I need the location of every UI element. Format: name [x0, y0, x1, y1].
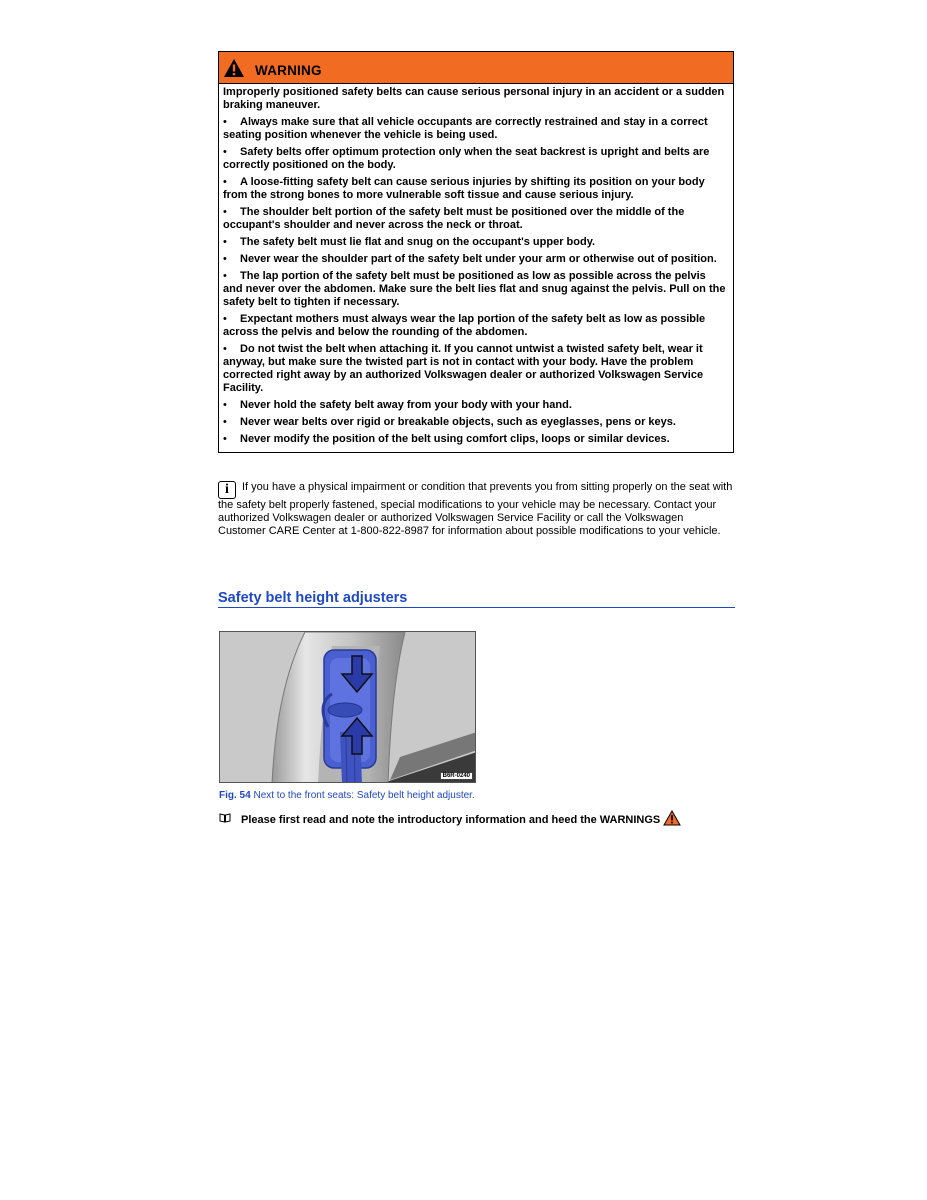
warning-title: WARNING [255, 63, 322, 78]
small-warning-icon[interactable] [663, 810, 681, 829]
info-note-text: If you have a physical impairment or condition that prevents you from sitting properly on the seat with the safety belt properly fastened, special modifications to your vehicle may be necessary. Contact your authorized Volkswagen dealer or authorized Volkswagen Service Facility or call the Volkswagen Customer CARE Center at 1-800-822-8987 for information about possible modifications to your vehicle. [218, 481, 733, 537]
read-note-text: Please first read and note the introductory information and heed the WARNINGS [241, 813, 661, 826]
figure-caption [219, 790, 475, 801]
warning-item: • A loose-fitting safety belt can cause serious injuries by shifting its position on your body from the strong bones to more vulnerable soft tissue and cause serious injury. [223, 176, 705, 201]
info-icon: i [218, 481, 236, 499]
belt-adjuster-illustration [220, 632, 476, 783]
warning-header [219, 52, 733, 84]
warning-item: • The lap portion of the safety belt must be positioned as low as possible across the pelvis and never over the abdomen. Make sure the belt lies flat and snug against the pelvis. Pull on the safety belt to tighten if necessary. [223, 270, 726, 308]
info-note [218, 481, 733, 538]
warning-triangle-icon [223, 58, 245, 78]
warning-item: • Expectant mothers must always wear the lap portion of the safety belt as low as possible across the pelvis and below the rounding of the abdomen. [223, 313, 706, 338]
warning-body [219, 84, 733, 452]
warning-box [218, 51, 734, 453]
warning-item: • The safety belt must lie flat and snug on the occupant's upper body. [223, 236, 596, 248]
book-icon [219, 813, 231, 826]
section-title: Safety belt height adjusters [218, 590, 735, 608]
figure-caption-text: Next to the front seats: Safety belt height adjuster. [253, 790, 475, 801]
figure-belt-height-adjuster [219, 631, 476, 783]
warning-item: • Always make sure that all vehicle occupants are correctly restrained and stay in a correct seating position whenever the vehicle is being used. [223, 116, 708, 141]
warning-item: • Do not twist the belt when attaching it. If you cannot untwist a twisted safety belt, wear it anyway, but make sure the twisted part is not in contact with your body. Have the problem corrected right away by an authorized Volkswagen dealer or authorized Volkswagen Service Facility. [223, 343, 704, 394]
read-note [219, 810, 681, 829]
warning-intro: Improperly positioned safety belts can cause serious personal injury in an accident or a sudden braking maneuver. [223, 86, 725, 111]
warning-item: • Never wear belts over rigid or breakable objects, such as eyeglasses, pens or keys. [223, 416, 676, 428]
warning-item: • Never hold the safety belt away from your body with your hand. [223, 399, 572, 411]
figure-code: B6R-0240 [440, 772, 473, 780]
warning-item: • Safety belts offer optimum protection only when the seat backrest is upright and belts are correctly positioned on the body. [223, 146, 710, 171]
figure-label: Fig. 54 [219, 790, 251, 801]
warning-item: • Never wear the shoulder part of the safety belt under your arm or otherwise out of position. [223, 253, 717, 265]
warning-item: • Never modify the position of the belt using comfort clips, loops or similar devices. [223, 433, 670, 445]
warning-item: • The shoulder belt portion of the safety belt must be positioned over the middle of the occupant's shoulder and never across the neck or throat. [223, 206, 685, 231]
